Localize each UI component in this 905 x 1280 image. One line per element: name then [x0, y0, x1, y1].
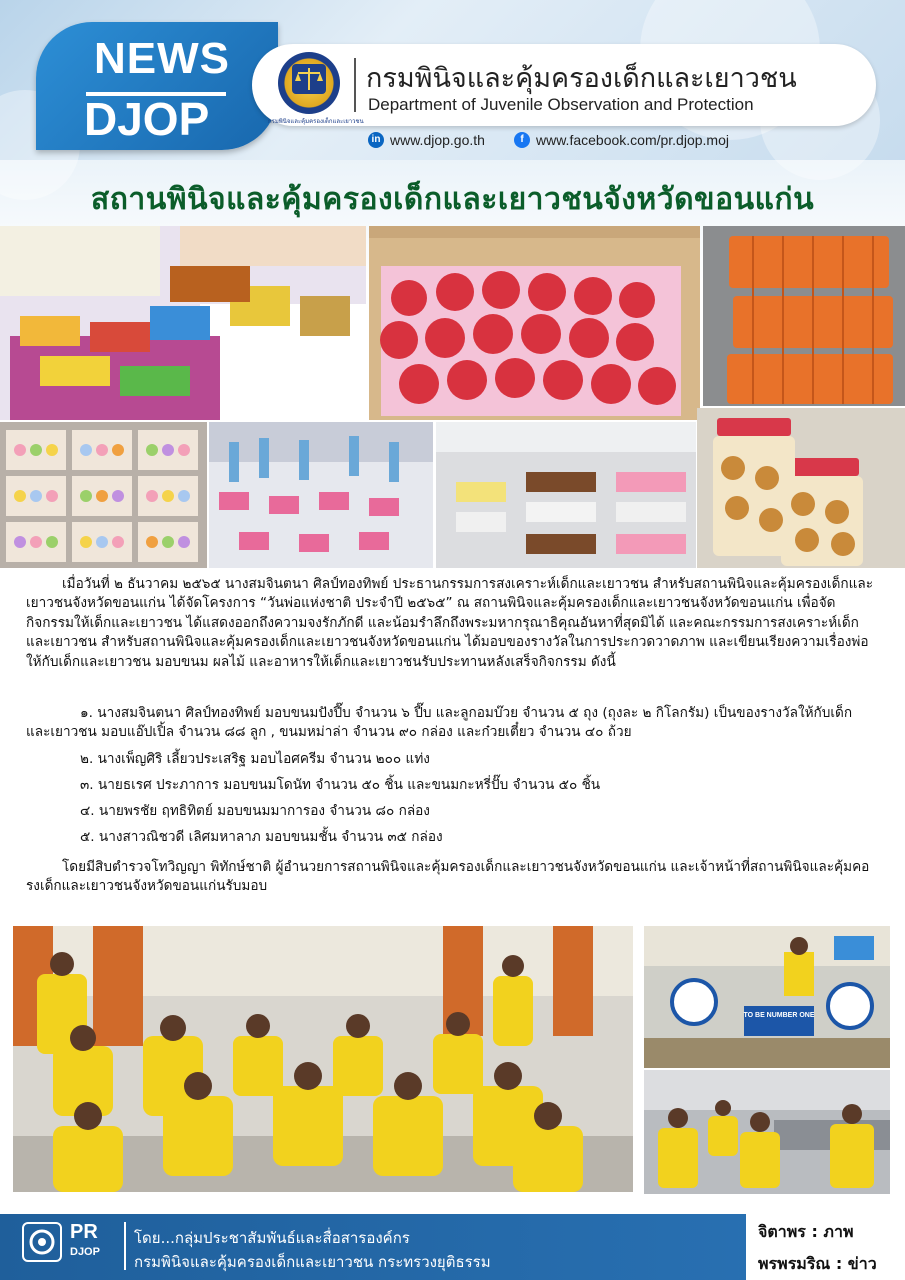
department-name-thai: กรมพินิจและคุ้มครองเด็กและเยาวชน	[366, 63, 797, 94]
photo-food-serving	[644, 1070, 890, 1194]
photo-snack-display	[0, 226, 366, 420]
photo-prize-table	[644, 926, 890, 1068]
facebook-icon: f	[514, 132, 530, 148]
linkedin-icon: in	[368, 132, 384, 148]
badge-djop-text: DJOP	[84, 93, 210, 145]
photo-apples-box	[369, 226, 700, 420]
footer-credit-line-1: โดย...กลุ่มประชาสัมพันธ์และสื่อสารองค์กร	[134, 1229, 410, 1247]
title-divider	[354, 58, 356, 112]
footer-credit-line-2: กรมพินิจและคุ้มครองเด็กและเยาวชน กระทรวงยุติธรรม	[134, 1253, 491, 1271]
closing-paragraph: โดยมีสิบตำรวจโทวิญญา พิทักษ์ชาติ ผู้อำนวยการสถานพินิจและคุ้มครองเด็กและเยาวชนจังหวัดขอนแก่น และเจ้าหน้าที่สถานพินิจและคุ้มคอรงเด็กและเยาวชนจังหวัดขอนแก่นรับมอบ	[26, 859, 870, 895]
website-url: www.djop.go.th	[390, 132, 485, 148]
footer-divider	[124, 1222, 126, 1270]
photo-youth-group	[13, 926, 633, 1192]
news-djop-badge	[36, 22, 278, 150]
list-item-4: ๔. นายพรชัย ฤทธิทิตย์ มอบขนมมาการอง จำนวน ๘๐ กล่อง	[80, 803, 430, 819]
article-intro	[26, 575, 876, 672]
list-item-1: ๑. นางสมจินตนา ศิลป์ทองทิพย์ มอบขนมปังปี๊บ จำนวน ๖ ปี๊บ และลูกอมบ๊วย จำนวน ๕ ถุง (ถุงละ ๒ กิโลกรัม) เป็นของรางวัลให้กับเด็กและเยาวชน มอบแอ๊ปเปิ้ล จำนวน ๘๘ ลูก , ขนมหม่าล่า จำนวน ๙๐ กล่อง และก๋วยเตี๋ยว จำนวน ๔๐ ถ้วย	[26, 705, 853, 741]
intro-paragraph: เมื่อวันที่ ๒ ธันวาคม ๒๕๖๕ นางสมจินตนา ศิลป์ทองทิพย์ ประธานกรรมการสงเคราะห์เด็กและเยาวชน สำหรับสถานพินิจและคุ้มครองเด็กและเยาวชนจังหวัดขอนแก่น ได้จัดโครงการ “วันพ่อแห่งชาติ ประจำปี ๒๕๖๕” ณ สถานพินิจและคุ้มครองเด็กและเยาวชนจังหวัดขอนแก่น เพื่อจัดกิจกรรมให้เด็กและเยาวชน ได้แสดงออกถึงความจงรักภักดี และน้อมรำลึกถึงพระมหากรุณาธิคุณอันหาที่สุดมิได้ และคณะกรรมการสงเคราะห์เด็กและเยาวชน สำหรับสถานพินิจและคุ้มครองเด็กและเยาวชนจังหวัดขอนแก่น ได้มอบของรางวัลในการประกวดวาดภาพ และเขียนเรียงความเรื่องพ่อให้กับเด็กและเยาวชน มอบขนม ผลไม้ และอาหารให้เด็กและเยาวชนรับประทานหลังเสร็จกิจกรรม ดังนี้	[26, 576, 874, 670]
list-item-3: ๓. นายธเรศ ประภาการ มอบขนมโดนัท จำนวน ๕๐ ชิ้น และขนมกะหรี่ปั๊บ จำนวน ๕๐ ชิ้น	[80, 777, 601, 793]
facebook-url: www.facebook.com/pr.djop.moj	[536, 132, 729, 148]
emblem-caption: กรมพินิจและคุ้มครองเด็กและเยาวชน	[268, 118, 364, 125]
pr-logo-text: PR	[70, 1221, 98, 1243]
news-credit: พรพรมริณ : ข่าว	[758, 1254, 877, 1273]
photo-orange-snack-bars	[703, 226, 905, 406]
page-headline: สถานพินิจและคุ้มครองเด็กและเยาวชนจังหวัดขอนแก่น	[90, 182, 815, 217]
department-name-english: Department of Juvenile Observation and Protection	[368, 95, 754, 114]
badge-news-text: NEWS	[94, 34, 230, 83]
emblem-scales-icon	[292, 64, 326, 94]
banner-text: TO BE NUMBER ONE	[743, 1012, 815, 1019]
facebook-link[interactable]	[514, 132, 729, 148]
website-link[interactable]	[368, 132, 485, 148]
photo-credit: จิตาพร : ภาพ	[758, 1222, 854, 1241]
photo-sweets-table	[436, 422, 696, 568]
list-item-5: ๕. นางสาวณิชวดี เลิศมหาลาภ มอบขนมชั้น จำนวน ๓๕ กล่อง	[80, 829, 443, 845]
pr-logo-subtext: DJOP	[70, 1246, 100, 1258]
photo-macaron-boxes	[0, 422, 207, 568]
photo-cookie-jars	[697, 408, 905, 568]
photo-water-and-snacks	[209, 422, 433, 568]
pr-camera-icon	[22, 1222, 62, 1262]
list-item-2: ๒. นางเพ็ญศิริ เลี้ยวประเสริฐ มอบไอศครีม จำนวน ๒๐๐ แท่ง	[80, 751, 430, 767]
